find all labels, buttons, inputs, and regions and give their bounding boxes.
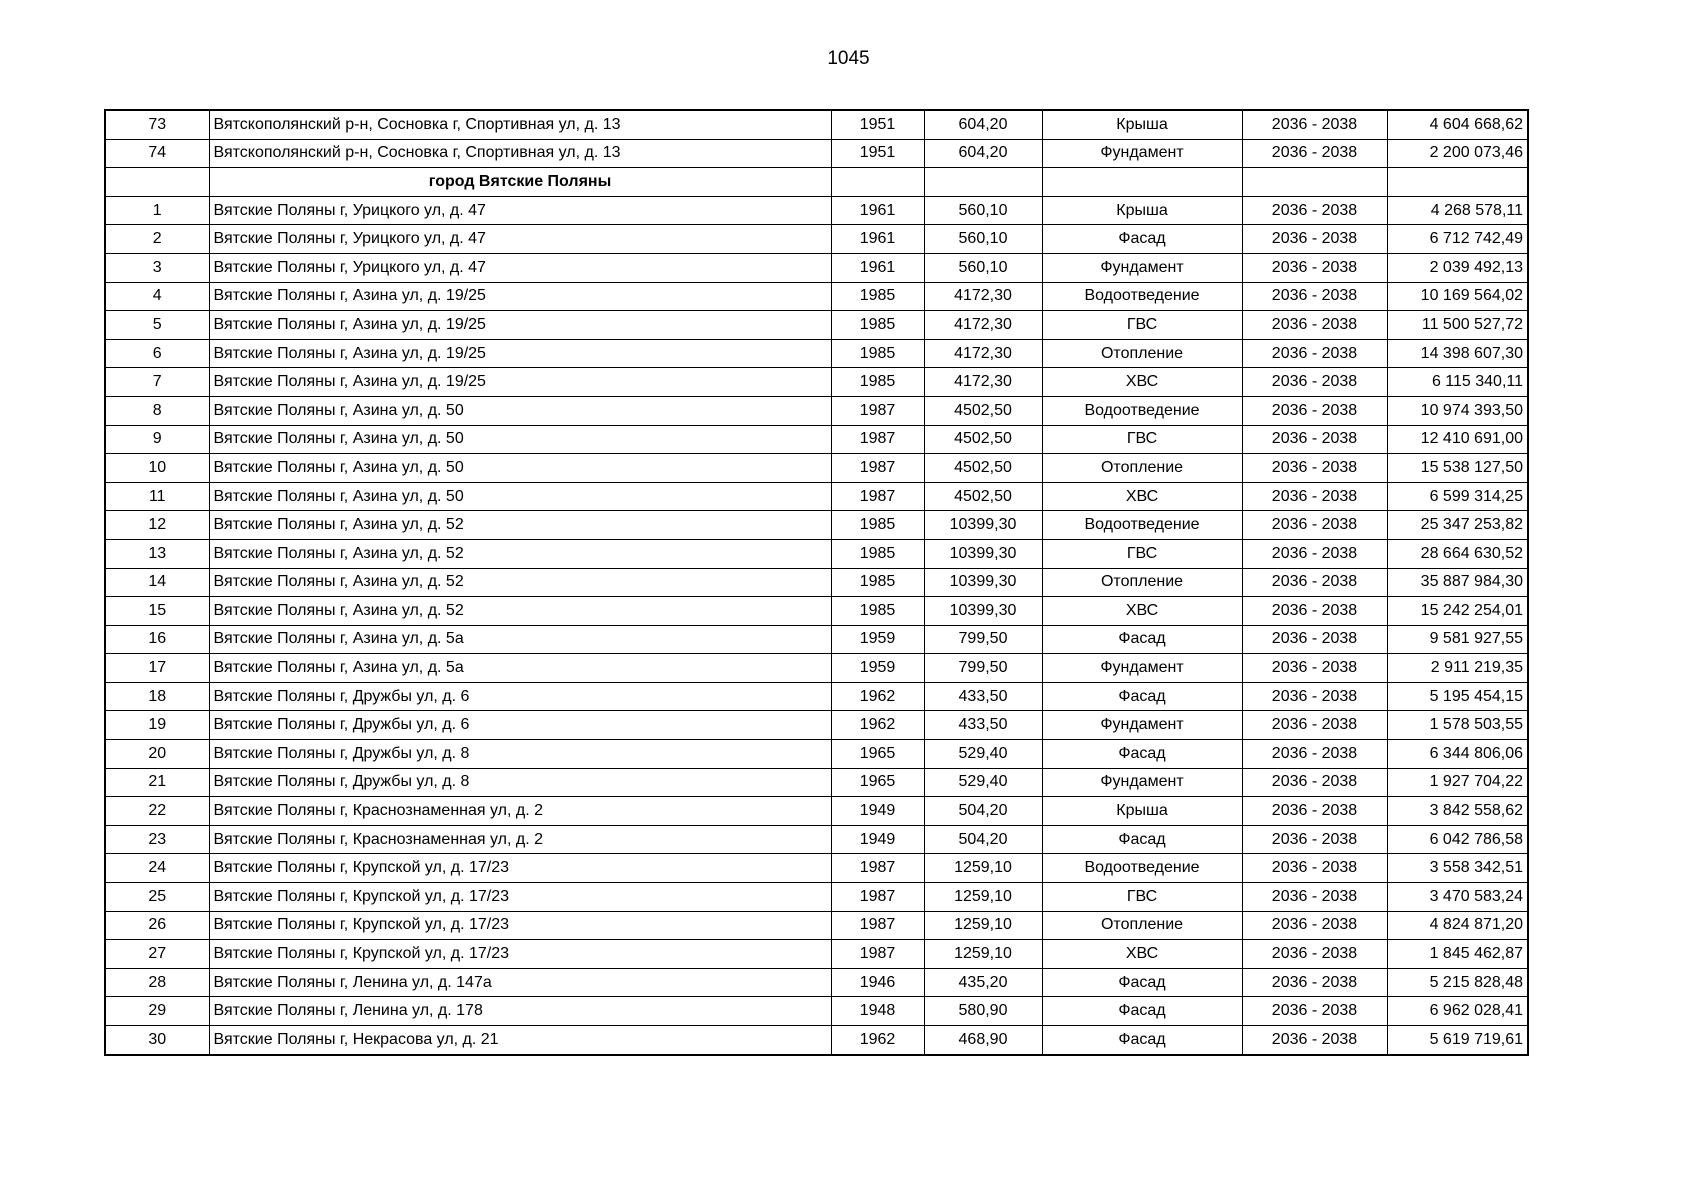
address-cell: Вятские Поляны г, Азина ул, д. 52	[209, 597, 831, 626]
address-cell: Вятские Поляны г, Краснознаменная ул, д. 2	[209, 825, 831, 854]
year-cell: 1965	[831, 768, 924, 797]
year-cell: 1985	[831, 511, 924, 540]
cost-cell: 25 347 253,82	[1387, 511, 1528, 540]
work-type-cell: Отопление	[1042, 339, 1242, 368]
period-cell: 2036 - 2038	[1242, 711, 1387, 740]
area-cell: 4502,50	[924, 482, 1042, 511]
table-row	[105, 511, 1528, 540]
year-cell: 1985	[831, 311, 924, 340]
address-cell: Вятские Поляны г, Крупской ул, д. 17/23	[209, 854, 831, 883]
area-cell: 504,20	[924, 825, 1042, 854]
period-cell: 2036 - 2038	[1242, 682, 1387, 711]
year-cell: 1959	[831, 654, 924, 683]
period-cell: 2036 - 2038	[1242, 225, 1387, 254]
year-cell: 1987	[831, 454, 924, 483]
period-cell: 2036 - 2038	[1242, 253, 1387, 282]
period-cell: 2036 - 2038	[1242, 625, 1387, 654]
table-row	[105, 654, 1528, 683]
area-cell: 468,90	[924, 1026, 1042, 1055]
work-type-cell: ГВС	[1042, 539, 1242, 568]
empty-cell	[831, 168, 924, 197]
period-cell: 2036 - 2038	[1242, 654, 1387, 683]
area-cell: 435,20	[924, 968, 1042, 997]
cost-cell: 35 887 984,30	[1387, 568, 1528, 597]
work-type-cell: ХВС	[1042, 940, 1242, 969]
area-cell: 4172,30	[924, 339, 1042, 368]
year-cell: 1987	[831, 854, 924, 883]
cost-cell: 1 927 704,22	[1387, 768, 1528, 797]
year-cell: 1951	[831, 110, 924, 139]
work-type-cell: Фасад	[1042, 1026, 1242, 1055]
row-number: 4	[105, 282, 209, 311]
work-type-cell: Фасад	[1042, 225, 1242, 254]
period-cell: 2036 - 2038	[1242, 539, 1387, 568]
table-row	[105, 940, 1528, 969]
cost-cell: 3 470 583,24	[1387, 883, 1528, 912]
area-cell: 10399,30	[924, 511, 1042, 540]
year-cell: 1987	[831, 940, 924, 969]
period-cell: 2036 - 2038	[1242, 911, 1387, 940]
year-cell: 1951	[831, 139, 924, 168]
period-cell: 2036 - 2038	[1242, 482, 1387, 511]
cost-cell: 6 115 340,11	[1387, 368, 1528, 397]
cost-cell: 15 242 254,01	[1387, 597, 1528, 626]
cost-cell: 2 039 492,13	[1387, 253, 1528, 282]
period-cell: 2036 - 2038	[1242, 768, 1387, 797]
address-cell: Вятские Поляны г, Дружбы ул, д. 6	[209, 711, 831, 740]
table-row	[105, 854, 1528, 883]
empty-cell	[1387, 168, 1528, 197]
address-cell: Вятские Поляны г, Азина ул, д. 19/25	[209, 339, 831, 368]
row-number: 26	[105, 911, 209, 940]
address-cell: Вятские Поляны г, Азина ул, д. 19/25	[209, 368, 831, 397]
table-row	[105, 139, 1528, 168]
address-cell: Вятские Поляны г, Краснознаменная ул, д. 2	[209, 797, 831, 826]
work-type-cell: Фасад	[1042, 625, 1242, 654]
area-cell: 529,40	[924, 768, 1042, 797]
year-cell: 1948	[831, 997, 924, 1026]
work-type-cell: Фасад	[1042, 740, 1242, 769]
table-row	[105, 597, 1528, 626]
period-cell: 2036 - 2038	[1242, 368, 1387, 397]
table-row	[105, 1026, 1528, 1055]
address-cell: Вятские Поляны г, Азина ул, д. 52	[209, 539, 831, 568]
area-cell: 560,10	[924, 253, 1042, 282]
period-cell: 2036 - 2038	[1242, 883, 1387, 912]
address-cell: Вятские Поляны г, Урицкого ул, д. 47	[209, 196, 831, 225]
table-body	[105, 110, 1528, 1055]
row-number: 18	[105, 682, 209, 711]
row-number: 29	[105, 997, 209, 1026]
work-type-cell: ХВС	[1042, 482, 1242, 511]
area-cell: 4172,30	[924, 368, 1042, 397]
year-cell: 1946	[831, 968, 924, 997]
repair-schedule-table	[104, 109, 1529, 1056]
cost-cell: 6 599 314,25	[1387, 482, 1528, 511]
table-row	[105, 797, 1528, 826]
row-number: 73	[105, 110, 209, 139]
address-cell: Вятские Поляны г, Крупской ул, д. 17/23	[209, 940, 831, 969]
table-row	[105, 968, 1528, 997]
work-type-cell: ХВС	[1042, 597, 1242, 626]
year-cell: 1962	[831, 682, 924, 711]
cost-cell: 14 398 607,30	[1387, 339, 1528, 368]
row-number: 30	[105, 1026, 209, 1055]
year-cell: 1987	[831, 883, 924, 912]
work-type-cell: ГВС	[1042, 883, 1242, 912]
cost-cell: 10 169 564,02	[1387, 282, 1528, 311]
row-number: 21	[105, 768, 209, 797]
row-number: 28	[105, 968, 209, 997]
work-type-cell: Крыша	[1042, 196, 1242, 225]
cost-cell: 1 578 503,55	[1387, 711, 1528, 740]
year-cell: 1962	[831, 1026, 924, 1055]
cost-cell: 28 664 630,52	[1387, 539, 1528, 568]
address-cell: Вятские Поляны г, Азина ул, д. 52	[209, 568, 831, 597]
table-row	[105, 911, 1528, 940]
area-cell: 4502,50	[924, 425, 1042, 454]
cost-cell: 6 344 806,06	[1387, 740, 1528, 769]
work-type-cell: Фасад	[1042, 825, 1242, 854]
work-type-cell: Водоотведение	[1042, 854, 1242, 883]
table-row	[105, 740, 1528, 769]
work-type-cell: Водоотведение	[1042, 396, 1242, 425]
table-row	[105, 997, 1528, 1026]
table-row	[105, 396, 1528, 425]
area-cell: 580,90	[924, 997, 1042, 1026]
work-type-cell: Отопление	[1042, 911, 1242, 940]
table-row	[105, 311, 1528, 340]
area-cell: 529,40	[924, 740, 1042, 769]
address-cell: Вятские Поляны г, Ленина ул, д. 178	[209, 997, 831, 1026]
address-cell: Вятские Поляны г, Урицкого ул, д. 47	[209, 253, 831, 282]
year-cell: 1949	[831, 797, 924, 826]
period-cell: 2036 - 2038	[1242, 825, 1387, 854]
period-cell: 2036 - 2038	[1242, 568, 1387, 597]
year-cell: 1987	[831, 396, 924, 425]
period-cell: 2036 - 2038	[1242, 196, 1387, 225]
year-cell: 1985	[831, 339, 924, 368]
address-cell: Вятские Поляны г, Дружбы ул, д. 6	[209, 682, 831, 711]
year-cell: 1987	[831, 482, 924, 511]
row-number: 10	[105, 454, 209, 483]
table-row	[105, 368, 1528, 397]
cost-cell: 12 410 691,00	[1387, 425, 1528, 454]
period-cell: 2036 - 2038	[1242, 425, 1387, 454]
area-cell: 433,50	[924, 711, 1042, 740]
cost-cell: 3 842 558,62	[1387, 797, 1528, 826]
year-cell: 1962	[831, 711, 924, 740]
work-type-cell: Фундамент	[1042, 654, 1242, 683]
year-cell: 1985	[831, 539, 924, 568]
row-number: 22	[105, 797, 209, 826]
cost-cell: 5 215 828,48	[1387, 968, 1528, 997]
cost-cell: 4 268 578,11	[1387, 196, 1528, 225]
area-cell: 10399,30	[924, 539, 1042, 568]
row-number: 7	[105, 368, 209, 397]
area-cell: 1259,10	[924, 854, 1042, 883]
address-cell: Вятские Поляны г, Азина ул, д. 50	[209, 425, 831, 454]
address-cell: Вятские Поляны г, Урицкого ул, д. 47	[209, 225, 831, 254]
cost-cell: 5 619 719,61	[1387, 1026, 1528, 1055]
address-cell: Вятские Поляны г, Азина ул, д. 50	[209, 482, 831, 511]
year-cell: 1987	[831, 911, 924, 940]
area-cell: 10399,30	[924, 597, 1042, 626]
address-cell: Вятские Поляны г, Крупской ул, д. 17/23	[209, 911, 831, 940]
row-number: 3	[105, 253, 209, 282]
empty-cell	[1042, 168, 1242, 197]
area-cell: 433,50	[924, 682, 1042, 711]
work-type-cell: Отопление	[1042, 454, 1242, 483]
area-cell: 4502,50	[924, 396, 1042, 425]
row-number: 20	[105, 740, 209, 769]
cost-cell: 2 200 073,46	[1387, 139, 1528, 168]
area-cell: 504,20	[924, 797, 1042, 826]
cost-cell: 2 911 219,35	[1387, 654, 1528, 683]
cost-cell: 4 824 871,20	[1387, 911, 1528, 940]
row-number: 24	[105, 854, 209, 883]
area-cell: 799,50	[924, 654, 1042, 683]
table-row	[105, 883, 1528, 912]
period-cell: 2036 - 2038	[1242, 282, 1387, 311]
work-type-cell: Фасад	[1042, 682, 1242, 711]
table-row	[105, 482, 1528, 511]
empty-cell	[924, 168, 1042, 197]
period-cell: 2036 - 2038	[1242, 997, 1387, 1026]
period-cell: 2036 - 2038	[1242, 968, 1387, 997]
row-number: 27	[105, 940, 209, 969]
year-cell: 1965	[831, 740, 924, 769]
address-cell: Вятские Поляны г, Азина ул, д. 19/25	[209, 282, 831, 311]
row-number: 16	[105, 625, 209, 654]
period-cell: 2036 - 2038	[1242, 396, 1387, 425]
year-cell: 1959	[831, 625, 924, 654]
row-number: 2	[105, 225, 209, 254]
table-row	[105, 196, 1528, 225]
address-cell: Вятские Поляны г, Азина ул, д. 50	[209, 396, 831, 425]
period-cell: 2036 - 2038	[1242, 139, 1387, 168]
year-cell: 1949	[831, 825, 924, 854]
year-cell: 1961	[831, 253, 924, 282]
empty-cell	[1242, 168, 1387, 197]
cost-cell: 6 962 028,41	[1387, 997, 1528, 1026]
section-row	[105, 168, 1528, 197]
period-cell: 2036 - 2038	[1242, 1026, 1387, 1055]
area-cell: 4172,30	[924, 282, 1042, 311]
cost-cell: 4 604 668,62	[1387, 110, 1528, 139]
table-row	[105, 454, 1528, 483]
table-row	[105, 225, 1528, 254]
year-cell: 1961	[831, 225, 924, 254]
period-cell: 2036 - 2038	[1242, 311, 1387, 340]
work-type-cell: ГВС	[1042, 425, 1242, 454]
work-type-cell: Водоотведение	[1042, 282, 1242, 311]
period-cell: 2036 - 2038	[1242, 339, 1387, 368]
cost-cell: 3 558 342,51	[1387, 854, 1528, 883]
row-number: 15	[105, 597, 209, 626]
address-cell: Вятские Поляны г, Азина ул, д. 5а	[209, 654, 831, 683]
work-type-cell: Фасад	[1042, 968, 1242, 997]
cost-cell: 9 581 927,55	[1387, 625, 1528, 654]
table-row	[105, 425, 1528, 454]
area-cell: 4172,30	[924, 311, 1042, 340]
row-number: 8	[105, 396, 209, 425]
address-cell: Вятские Поляны г, Азина ул, д. 52	[209, 511, 831, 540]
area-cell: 604,20	[924, 110, 1042, 139]
area-cell: 560,10	[924, 225, 1042, 254]
address-cell: Вятские Поляны г, Азина ул, д. 50	[209, 454, 831, 483]
work-type-cell: Фасад	[1042, 997, 1242, 1026]
row-number: 6	[105, 339, 209, 368]
period-cell: 2036 - 2038	[1242, 854, 1387, 883]
work-type-cell: Водоотведение	[1042, 511, 1242, 540]
year-cell: 1985	[831, 597, 924, 626]
cost-cell: 11 500 527,72	[1387, 311, 1528, 340]
address-cell: Вятскополянский р-н, Сосновка г, Спортивная ул, д. 13	[209, 110, 831, 139]
table-row	[105, 711, 1528, 740]
table-row	[105, 253, 1528, 282]
row-number: 74	[105, 139, 209, 168]
year-cell: 1987	[831, 425, 924, 454]
cost-cell: 15 538 127,50	[1387, 454, 1528, 483]
area-cell: 1259,10	[924, 883, 1042, 912]
year-cell: 1985	[831, 368, 924, 397]
cost-cell: 6 712 742,49	[1387, 225, 1528, 254]
section-title: город Вятские Поляны	[209, 168, 831, 197]
period-cell: 2036 - 2038	[1242, 797, 1387, 826]
cost-cell: 10 974 393,50	[1387, 396, 1528, 425]
work-type-cell: Отопление	[1042, 568, 1242, 597]
row-number: 14	[105, 568, 209, 597]
table-row	[105, 568, 1528, 597]
work-type-cell: Крыша	[1042, 110, 1242, 139]
address-cell: Вятские Поляны г, Ленина ул, д. 147а	[209, 968, 831, 997]
address-cell: Вятские Поляны г, Дружбы ул, д. 8	[209, 740, 831, 769]
work-type-cell: Фундамент	[1042, 139, 1242, 168]
work-type-cell: Фундамент	[1042, 768, 1242, 797]
cost-cell: 5 195 454,15	[1387, 682, 1528, 711]
work-type-cell: ХВС	[1042, 368, 1242, 397]
area-cell: 1259,10	[924, 940, 1042, 969]
row-number: 11	[105, 482, 209, 511]
table-row	[105, 110, 1528, 139]
table-row	[105, 768, 1528, 797]
table-row	[105, 682, 1528, 711]
year-cell: 1985	[831, 282, 924, 311]
row-number: 19	[105, 711, 209, 740]
row-number: 25	[105, 883, 209, 912]
row-number: 12	[105, 511, 209, 540]
area-cell: 10399,30	[924, 568, 1042, 597]
period-cell: 2036 - 2038	[1242, 940, 1387, 969]
year-cell: 1985	[831, 568, 924, 597]
table-row	[105, 282, 1528, 311]
address-cell: Вятские Поляны г, Азина ул, д. 5а	[209, 625, 831, 654]
area-cell: 604,20	[924, 139, 1042, 168]
period-cell: 2036 - 2038	[1242, 511, 1387, 540]
row-number: 23	[105, 825, 209, 854]
period-cell: 2036 - 2038	[1242, 740, 1387, 769]
address-cell: Вятские Поляны г, Азина ул, д. 19/25	[209, 311, 831, 340]
cost-cell: 6 042 786,58	[1387, 825, 1528, 854]
cost-cell: 1 845 462,87	[1387, 940, 1528, 969]
address-cell: Вятские Поляны г, Некрасова ул, д. 21	[209, 1026, 831, 1055]
row-number: 17	[105, 654, 209, 683]
area-cell: 799,50	[924, 625, 1042, 654]
year-cell: 1961	[831, 196, 924, 225]
table-row	[105, 625, 1528, 654]
period-cell: 2036 - 2038	[1242, 597, 1387, 626]
table-row	[105, 825, 1528, 854]
period-cell: 2036 - 2038	[1242, 110, 1387, 139]
address-cell: Вятские Поляны г, Крупской ул, д. 17/23	[209, 883, 831, 912]
row-number: 5	[105, 311, 209, 340]
row-number: 1	[105, 196, 209, 225]
address-cell: Вятскополянский р-н, Сосновка г, Спортивная ул, д. 13	[209, 139, 831, 168]
empty-cell	[105, 168, 209, 197]
area-cell: 560,10	[924, 196, 1042, 225]
row-number: 13	[105, 539, 209, 568]
row-number: 9	[105, 425, 209, 454]
period-cell: 2036 - 2038	[1242, 454, 1387, 483]
table-row	[105, 339, 1528, 368]
work-type-cell: Фундамент	[1042, 253, 1242, 282]
work-type-cell: Фундамент	[1042, 711, 1242, 740]
table-row	[105, 539, 1528, 568]
address-cell: Вятские Поляны г, Дружбы ул, д. 8	[209, 768, 831, 797]
area-cell: 4502,50	[924, 454, 1042, 483]
page-number: 1045	[827, 48, 870, 69]
work-type-cell: Крыша	[1042, 797, 1242, 826]
area-cell: 1259,10	[924, 911, 1042, 940]
work-type-cell: ГВС	[1042, 311, 1242, 340]
